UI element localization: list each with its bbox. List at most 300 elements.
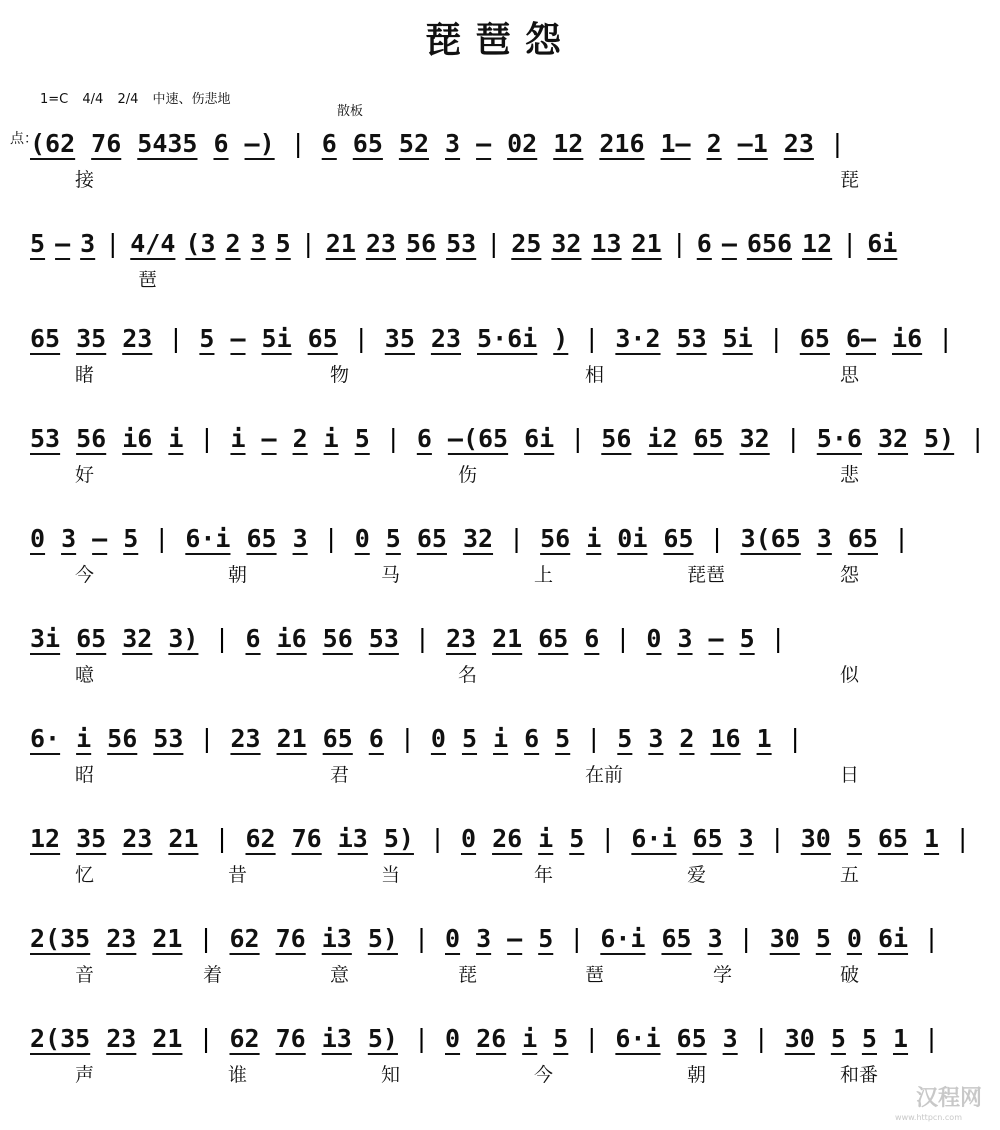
lyric: 噫 [75, 664, 95, 686]
bar-line: | [154, 523, 170, 553]
note-group: 65 [322, 723, 353, 753]
notation-line [30, 1018, 980, 1058]
note-group: i [522, 1023, 538, 1053]
note-group: 53 [676, 323, 707, 353]
note-group: 3 [648, 723, 664, 753]
note-group: 2 [225, 228, 241, 258]
note-group: 23 [230, 723, 261, 753]
bar-line: | [970, 423, 986, 453]
note-group: 26 [492, 823, 523, 853]
note-group: 5·6 [816, 423, 862, 453]
lyrics-line [30, 560, 980, 588]
note-group: 32 [877, 423, 909, 453]
note-group: 32 [462, 523, 494, 553]
note-group: — [476, 128, 492, 158]
bar-line: | [105, 228, 121, 258]
bar-line: | [738, 923, 754, 953]
note-group: 25 [511, 228, 542, 258]
note-group: 26 [476, 1023, 507, 1053]
note-group: 6i [877, 923, 909, 953]
lyrics-line [30, 460, 980, 488]
lyric: 当 [381, 864, 401, 886]
note-group: 76 [275, 1023, 306, 1053]
note-group: 3 [722, 1023, 738, 1053]
score-system-9 [0, 900, 1000, 1004]
bar-line: | [300, 228, 316, 258]
lyric: 接 [75, 169, 95, 191]
score-system-6 [0, 600, 1000, 704]
lyric: 似 [840, 664, 860, 686]
note-group: 53 [153, 723, 184, 753]
bar-line: | [385, 423, 401, 453]
note-group: 65 [676, 1023, 707, 1053]
bar-line: | [486, 228, 502, 258]
note-group: 65 [76, 623, 107, 653]
notation-line [30, 518, 980, 558]
note-group: —(65 [447, 423, 509, 453]
lyric: 琵 [840, 169, 860, 191]
lyric: 昭 [75, 764, 95, 786]
lyric: 好 [75, 464, 95, 486]
note-group: 56 [107, 723, 138, 753]
note-group: 2(35 [30, 923, 91, 953]
note-group: 56 [405, 228, 437, 258]
note-group: 32 [739, 423, 770, 453]
note-group: 3·2 [615, 323, 661, 353]
note-group: 65 [877, 823, 909, 853]
note-group: 6— [845, 323, 877, 353]
bar-line: | [584, 323, 600, 353]
bar-line: | [323, 523, 339, 553]
note-group: 30 [769, 923, 800, 953]
note-group: 6 [368, 723, 384, 753]
note-group: 5 [354, 423, 370, 453]
note-group: 53 [446, 228, 477, 258]
note-group: 76 [91, 128, 122, 158]
lyric: 琶 [585, 964, 605, 986]
note-group: 5 [861, 1023, 877, 1053]
note-group: 35 [76, 323, 107, 353]
note-group: 12 [802, 228, 833, 258]
note-group: 3i [30, 623, 61, 653]
note-group: 23 [122, 323, 153, 353]
note-group: 21 [492, 623, 523, 653]
bar-line: | [785, 423, 801, 453]
lyric: 朝 [687, 1064, 707, 1086]
note-group: 65 [416, 523, 447, 553]
note-group: 3 [292, 523, 308, 553]
note-group: 6·i [615, 1023, 661, 1053]
note-group: 3 [250, 228, 266, 258]
note-group: 2 [679, 723, 695, 753]
lyrics-line [30, 1060, 980, 1088]
note-group: 16 [710, 723, 741, 753]
bar-line: | [569, 923, 585, 953]
lyric: 音 [75, 964, 95, 986]
time-signature-2: 2/4 [117, 92, 139, 107]
lyric: 今 [534, 1064, 554, 1086]
score-system-5 [0, 500, 1000, 604]
tempo-marking: 中速、伤悲地 [152, 92, 231, 107]
notation-line [30, 223, 980, 263]
note-group: 0 [646, 623, 662, 653]
bar-line: | [829, 128, 845, 158]
note-group: i [493, 723, 509, 753]
bar-line: | [214, 823, 230, 853]
note-group: 13 [591, 228, 622, 258]
note-group: 21 [325, 228, 356, 258]
note-group: 32 [122, 623, 153, 653]
note-group: 23 [430, 323, 462, 353]
lyric: 五 [840, 864, 860, 886]
note-group: 5 [815, 923, 831, 953]
note-group: 5 [555, 723, 571, 753]
note-group: 53 [30, 423, 61, 453]
lyric: 琶 [138, 269, 158, 291]
note-group: 6 [245, 623, 261, 653]
notation-line [30, 618, 980, 658]
note-group: ) [553, 323, 569, 353]
bar-line: | [842, 228, 858, 258]
note-group: 35 [384, 323, 415, 353]
note-group: 5i [722, 323, 753, 353]
note-group: 56 [540, 523, 571, 553]
note-group: 6i [867, 228, 898, 258]
watermark-url: www.httpcn.com [895, 1113, 962, 1122]
note-group: 02 [507, 128, 538, 158]
lyric: 破 [840, 964, 860, 986]
note-group: i6 [122, 423, 153, 453]
notation-line [30, 318, 980, 358]
note-group: — [708, 623, 724, 653]
note-group: — [507, 923, 523, 953]
note-group: 23 [106, 923, 137, 953]
notation-line [30, 918, 980, 958]
note-group: 3 [677, 623, 693, 653]
note-group: (62 [30, 128, 76, 158]
note-group: 53 [368, 623, 399, 653]
bar-line: | [290, 128, 306, 158]
note-group: i [323, 423, 339, 453]
note-group: 23 [445, 623, 477, 653]
note-group: 23 [783, 128, 814, 158]
dian-label: 点： [10, 131, 38, 147]
note-group: 1 [892, 1023, 909, 1053]
note-group: 2 [292, 423, 308, 453]
note-group: — [55, 228, 71, 258]
lyric: 思 [840, 364, 860, 386]
note-group: 6 [696, 228, 712, 258]
note-group: i3 [337, 823, 368, 853]
note-group: 0 [430, 723, 446, 753]
note-group: i3 [321, 923, 352, 953]
notation-line [30, 418, 986, 458]
note-group: 5·6i [477, 323, 538, 353]
note-group: i [168, 423, 184, 453]
note-group: 65 [663, 523, 694, 553]
notation-line [30, 718, 980, 758]
bar-line: | [938, 323, 954, 353]
lyrics-line [30, 360, 980, 388]
bar-line: | [955, 823, 971, 853]
bar-line: | [199, 423, 215, 453]
bar-line: | [600, 823, 616, 853]
note-group: 1— [660, 128, 691, 158]
lyric: 日 [840, 764, 860, 786]
note-group: 1 [924, 823, 940, 853]
note-group: 6 [213, 128, 229, 158]
note-group: 5 [830, 1023, 846, 1053]
note-group: 1 [756, 723, 772, 753]
note-group: 3 [61, 523, 77, 553]
note-group: 5 [461, 723, 478, 753]
note-group: 2(35 [30, 1023, 91, 1053]
note-group: 23 [106, 1023, 137, 1053]
bar-line: | [414, 623, 430, 653]
note-group: 23 [122, 823, 153, 853]
lyric: 马 [381, 564, 401, 586]
bar-line: | [924, 1023, 940, 1053]
note-group: i [538, 823, 554, 853]
lyric: 悲 [840, 464, 860, 486]
note-group: 35 [76, 823, 107, 853]
watermark: 汉程网 [915, 1086, 982, 1111]
note-group: 0 [846, 923, 862, 953]
note-group: 62 [229, 923, 260, 953]
bar-line: | [615, 623, 631, 653]
lyrics-line [30, 860, 980, 888]
note-group: 3) [168, 623, 199, 653]
notation-line [30, 818, 980, 858]
bar-line: | [198, 1023, 214, 1053]
bar-line: | [509, 523, 525, 553]
note-group: 0 [30, 523, 46, 553]
bar-line: | [893, 523, 910, 553]
note-group: 62 [245, 823, 276, 853]
note-group: — [721, 228, 737, 258]
bar-line: | [924, 923, 940, 953]
note-group: 52 [398, 128, 429, 158]
note-group: — [230, 323, 246, 353]
note-group: 6·i [631, 823, 677, 853]
time-signature-1: 4/4 [82, 92, 104, 107]
note-group: 5 [846, 823, 862, 853]
score-system-4 [0, 400, 1000, 504]
note-group: 5) [924, 423, 955, 453]
lyric: 昔 [228, 864, 248, 886]
note-group: 6·i [600, 923, 646, 953]
note-group: 56 [601, 423, 632, 453]
note-group: 5i [261, 323, 292, 353]
note-group: 0 [354, 523, 370, 553]
lyric: 今 [75, 564, 95, 586]
bar-line: | [753, 1023, 769, 1053]
note-group: 30 [800, 823, 831, 853]
note-group: 56 [76, 423, 107, 453]
score-system-8 [0, 800, 1000, 904]
lyrics-line [30, 165, 980, 193]
bar-line: | [353, 323, 369, 353]
note-group: 56 [322, 623, 353, 653]
bar-line: | [168, 323, 184, 353]
bar-line: | [198, 923, 214, 953]
note-group: 5 [123, 523, 139, 553]
lyric: 伤 [458, 464, 478, 486]
note-group: 5 [553, 1023, 569, 1053]
lyric: 爱 [687, 864, 707, 886]
note-group: 6 [321, 128, 337, 158]
bar-line: | [671, 228, 687, 258]
lyric: 意 [330, 964, 350, 986]
note-group: 65 [847, 523, 878, 553]
note-group: 656 [746, 228, 793, 258]
note-group: i6 [892, 323, 923, 353]
note-group: 0i [617, 523, 648, 553]
note-group: i [76, 723, 92, 753]
note-group: 65 [799, 323, 830, 353]
bar-line: | [770, 623, 786, 653]
note-group: 3 [80, 228, 96, 258]
note-group: 65 [661, 923, 692, 953]
key-signature: 1=C [40, 92, 69, 107]
bar-line: | [768, 323, 784, 353]
note-group: 21 [152, 1023, 183, 1053]
note-group: 6 [524, 723, 540, 753]
note-group: 0 [461, 823, 477, 853]
note-group: 3 [816, 523, 832, 553]
note-group: 5 [538, 923, 554, 953]
lyric: 怨 [840, 564, 860, 586]
note-group: i [230, 423, 246, 453]
lyric: 物 [330, 364, 350, 386]
score-system-10 [0, 1000, 1000, 1104]
bar-line: | [586, 723, 602, 753]
note-group: 0 [445, 1023, 461, 1053]
note-group: i2 [647, 423, 678, 453]
note-group: 30 [784, 1023, 815, 1053]
lyric: 名 [458, 664, 478, 686]
note-group: 216 [599, 128, 645, 158]
note-group: —1 [737, 128, 768, 158]
note-group: 21 [631, 228, 662, 258]
note-group: — [261, 423, 277, 453]
bar-line: | [429, 823, 445, 853]
lyrics-line [30, 660, 980, 688]
notation-line [30, 123, 980, 163]
note-group: — [92, 523, 108, 553]
note-group: —) [244, 128, 275, 158]
score-title: 琵琶怨 [424, 20, 575, 61]
note-group: 6i [524, 423, 555, 453]
note-group: 21 [276, 723, 307, 753]
note-group: 21 [152, 923, 183, 953]
note-group: (3 [185, 228, 216, 258]
note-group: 12 [553, 128, 584, 158]
note-group: 65 [692, 823, 723, 853]
note-group: 5) [367, 923, 398, 953]
note-group: 5) [367, 1023, 398, 1053]
note-group: 21 [168, 823, 199, 853]
lyric: 年 [534, 864, 554, 886]
sanban-marking: 散板 [337, 104, 364, 119]
bar-line: | [199, 723, 215, 753]
lyrics-line [30, 265, 980, 293]
note-group: 3 [738, 823, 754, 853]
note-group: 6 [584, 623, 600, 653]
score-system-2 [0, 205, 1000, 309]
note-group: 5 [569, 823, 585, 853]
note-group: 3(65 [740, 523, 801, 553]
score-system-3 [0, 300, 1000, 404]
bar-line: | [787, 723, 803, 753]
note-group: 65 [246, 523, 277, 553]
bar-line: | [214, 623, 230, 653]
bar-line: | [413, 1023, 429, 1053]
lyric: 和番 [840, 1064, 879, 1086]
note-group: 23 [365, 228, 396, 258]
lyric: 朝 [228, 564, 248, 586]
note-group: 65 [30, 323, 61, 353]
note-group: 5435 [137, 128, 198, 158]
note-group: 6· [30, 723, 61, 753]
note-group: 32 [551, 228, 582, 258]
note-group: 5 [739, 623, 755, 653]
lyric: 知 [381, 1064, 401, 1086]
note-group: 76 [275, 923, 306, 953]
note-group: 65 [307, 323, 338, 353]
lyric: 相 [585, 364, 605, 386]
lyric: 琵琶 [687, 564, 726, 586]
note-group: 3 [707, 923, 723, 953]
note-group: 4/4 [130, 228, 176, 258]
bar-line: | [584, 1023, 600, 1053]
note-group: 5) [383, 823, 414, 853]
lyric: 忆 [75, 864, 95, 886]
lyric: 睹 [75, 364, 95, 386]
note-group: i [586, 523, 602, 553]
score-system-1 [0, 105, 1000, 209]
note-group: 62 [229, 1023, 260, 1053]
note-group: 5 [275, 228, 291, 258]
lyric: 琵 [458, 964, 478, 986]
note-group: 12 [30, 823, 61, 853]
lyric: 声 [75, 1064, 95, 1086]
lyric: 上 [534, 564, 554, 586]
lyrics-line [30, 960, 980, 988]
note-group: 6 [416, 423, 432, 453]
score-system-7 [0, 700, 1000, 804]
lyric: 谁 [228, 1064, 248, 1086]
note-group: 5 [617, 723, 633, 753]
bar-line: | [570, 423, 586, 453]
note-group: 65 [538, 623, 569, 653]
lyric: 学 [713, 964, 733, 986]
note-group: 2 [706, 128, 722, 158]
note-group: 76 [291, 823, 322, 853]
note-group: 5 [385, 523, 401, 553]
bar-line: | [769, 823, 785, 853]
lyric: 在前 [585, 764, 624, 786]
bar-line: | [413, 923, 429, 953]
bar-line: | [709, 523, 725, 553]
note-group: 3 [476, 923, 492, 953]
note-group: 5 [199, 323, 215, 353]
note-group: 0 [445, 923, 461, 953]
note-group: 65 [693, 423, 724, 453]
note-group: i3 [321, 1023, 352, 1053]
note-group: 3 [445, 128, 461, 158]
note-group: 6·i [185, 523, 231, 553]
